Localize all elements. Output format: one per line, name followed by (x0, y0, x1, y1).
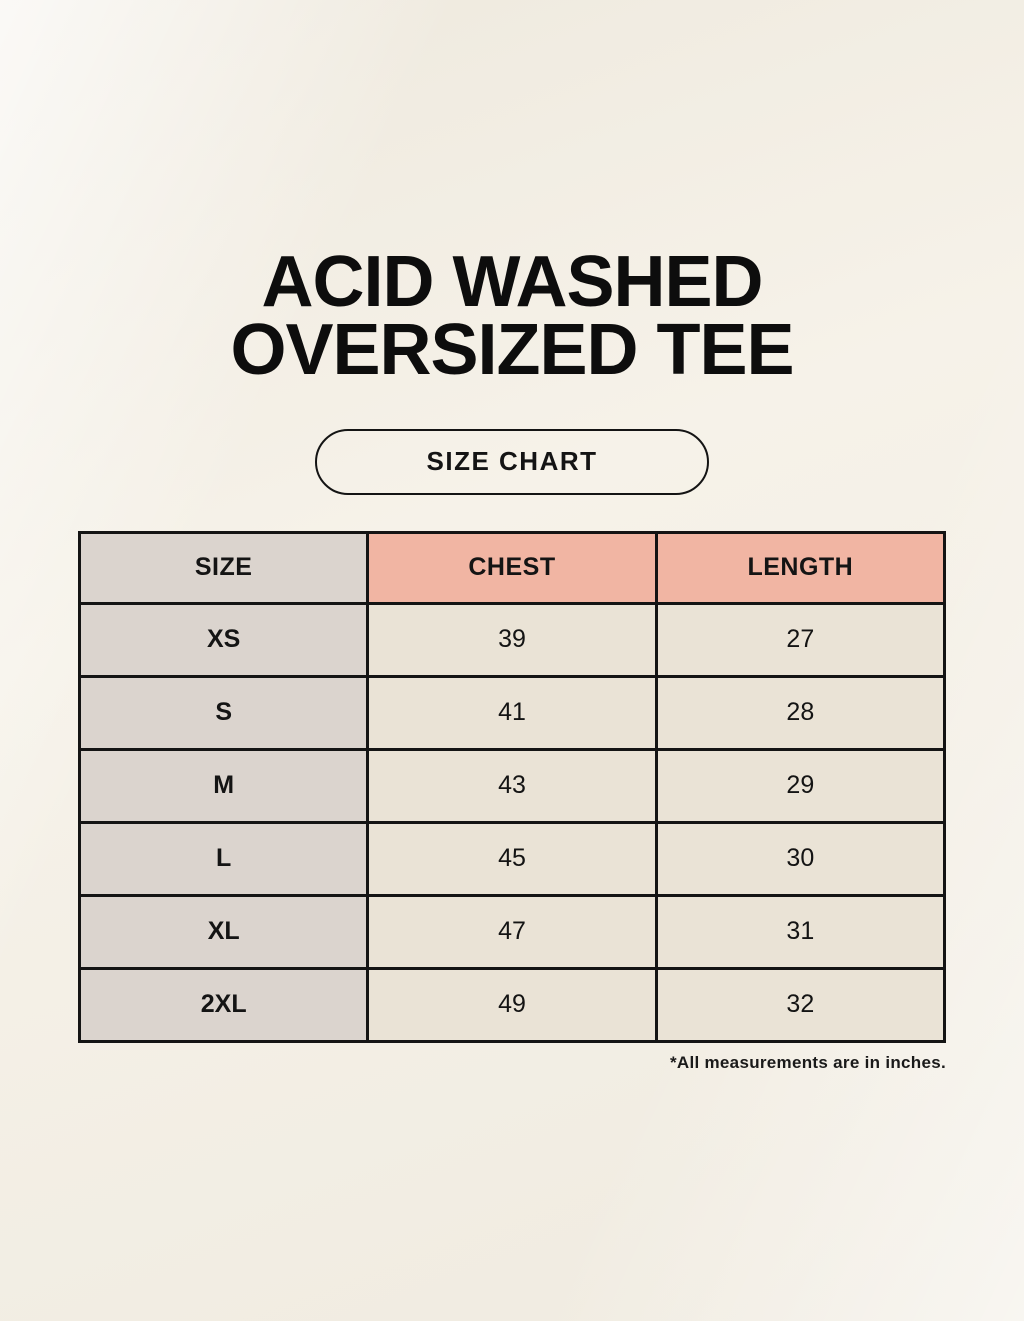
size-label: S (80, 676, 368, 749)
chest-value: 43 (368, 749, 656, 822)
size-label: XS (80, 603, 368, 676)
size-chart-table (78, 531, 946, 1043)
length-value: 32 (656, 968, 944, 1041)
chest-value: 49 (368, 968, 656, 1041)
product-title-line-1: ACID WASHED (261, 242, 763, 322)
size-label: L (80, 822, 368, 895)
column-header-size: SIZE (80, 532, 368, 603)
length-value: 29 (656, 749, 944, 822)
measurements-footnote: *All measurements are in inches. (669, 1052, 946, 1072)
column-header-chest: CHEST (368, 532, 656, 603)
length-value: 28 (656, 676, 944, 749)
chest-value: 47 (368, 895, 656, 968)
size-chart-badge (315, 429, 709, 495)
table-row (80, 968, 945, 1041)
product-title-line-2: OVERSIZED TEE (230, 310, 794, 391)
table-header-row (80, 532, 945, 603)
size-chart-badge-label: SIZE CHART (426, 446, 598, 477)
size-chart-graphic (78, 242, 946, 1073)
table-row (80, 895, 945, 968)
length-value: 30 (656, 822, 944, 895)
length-value: 27 (656, 603, 944, 676)
chest-value: 39 (368, 603, 656, 676)
table-row (80, 603, 945, 676)
table-row (80, 822, 945, 895)
chest-value: 41 (368, 676, 656, 749)
size-label: XL (80, 895, 368, 968)
chest-value: 45 (368, 822, 656, 895)
product-title (78, 242, 946, 391)
size-label: M (80, 749, 368, 822)
column-header-length: LENGTH (656, 532, 944, 603)
length-value: 31 (656, 895, 944, 968)
size-label: 2XL (80, 968, 368, 1041)
table-row (80, 749, 945, 822)
table-row (80, 676, 945, 749)
